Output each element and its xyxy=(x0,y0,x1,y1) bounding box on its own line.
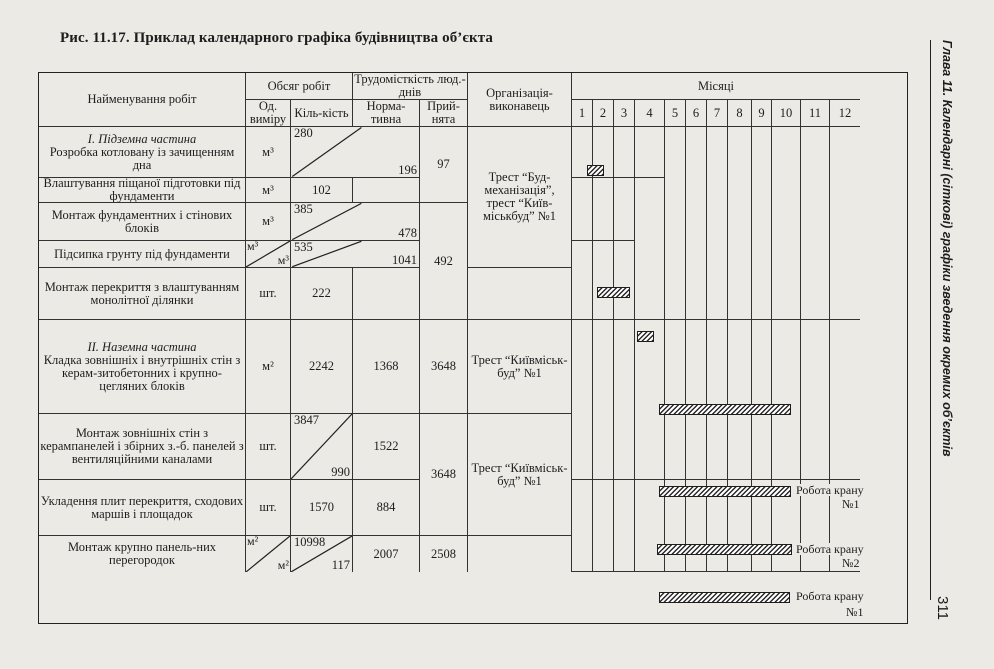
header-months: Місяці xyxy=(572,73,860,100)
unit-cell: м³ xyxy=(246,203,291,241)
qty-cell: 102 xyxy=(291,178,353,203)
unit-cell: м² xyxy=(246,320,291,414)
contractor-2: Трест “Київміськ-буд” №1 xyxy=(468,320,572,414)
header-work-name: Найменування робіт xyxy=(39,73,246,127)
month-cell xyxy=(772,127,801,320)
header-volume: Обсяг робіт xyxy=(246,73,353,100)
month-10: 10 xyxy=(772,100,801,127)
crane-label-1b: №1 xyxy=(842,497,860,511)
contractor-empty xyxy=(468,536,572,572)
qty-bottom: 478 xyxy=(398,226,417,240)
month-cell xyxy=(572,320,593,480)
qty-diagonal-cell xyxy=(291,536,353,572)
work-row-9: Монтаж крупно панель-них перегородок xyxy=(39,536,246,572)
qty-top: 535 xyxy=(294,241,313,254)
figure-caption: Рис. 11.17. Приклад календарного графіка будівництва об’єкта xyxy=(60,30,493,46)
month-cell xyxy=(801,320,830,480)
norm-cell: 1522 xyxy=(353,414,420,480)
qty-diagonal-cell xyxy=(291,203,420,241)
header-unit: Од. виміру xyxy=(246,100,291,127)
qty-diagonal-cell xyxy=(291,414,353,480)
month-cell xyxy=(635,127,665,178)
work-name: Кладка зовнішніх і внутрішніх стін з керам-зитобетонних і крупно-цегляних блоків xyxy=(43,352,241,393)
page-number: 311 xyxy=(934,596,951,620)
month-cell xyxy=(665,127,686,320)
qty-top: 280 xyxy=(294,127,313,140)
crane-label-1a: Робота крану xyxy=(796,483,864,497)
qty-diagonal-cell xyxy=(291,127,420,178)
gantt-bar-masonry xyxy=(659,404,791,415)
month-cell xyxy=(830,320,860,480)
month-cell xyxy=(772,320,801,480)
unit-bottom: м³ xyxy=(277,253,289,267)
qty-cell: 222 xyxy=(291,268,353,320)
month-cell xyxy=(593,320,614,480)
gantt-bar-partitions xyxy=(659,592,790,603)
contractor-empty xyxy=(468,268,572,320)
norm-cell: 1368 xyxy=(353,320,420,414)
qty-top: 3847 xyxy=(294,414,319,427)
unit-diagonal-cell xyxy=(246,536,291,572)
month-9: 9 xyxy=(752,100,772,127)
accepted-492: 492 xyxy=(420,203,468,320)
month-12: 12 xyxy=(830,100,860,127)
month-cell xyxy=(686,320,707,480)
section-above-ground: II. Наземна частина xyxy=(87,339,197,354)
header-labor: Трудомісткість люд.- днів xyxy=(353,73,468,100)
unit-bottom: м² xyxy=(277,558,289,572)
work-row-1 xyxy=(39,127,246,178)
month-cell xyxy=(614,480,635,572)
accepted-3648-b: 3648 xyxy=(420,414,468,536)
qty-bottom: 1041 xyxy=(392,253,417,267)
header-qty: Кіль-кість xyxy=(291,100,353,127)
unit-value: м³ xyxy=(262,144,274,159)
month-8: 8 xyxy=(728,100,752,127)
month-cell xyxy=(707,320,728,480)
qty-cell: 2242 xyxy=(291,320,353,414)
month-1: 1 xyxy=(572,100,593,127)
month-cell xyxy=(686,127,707,320)
month-cell xyxy=(593,480,614,572)
norm-cell: 884 xyxy=(353,480,420,536)
crane-label-2b: №2 xyxy=(842,556,860,570)
accepted-cell: 3648 xyxy=(420,320,468,414)
month-cell xyxy=(728,320,752,480)
contractor-3: Трест “Київміськ-буд” №1 xyxy=(468,414,572,536)
month-3: 3 xyxy=(614,100,635,127)
month-11: 11 xyxy=(801,100,830,127)
work-row-7: Монтаж зовнішніх стін з керампанелей і збірних з.-б. панелей з вентиляційними каналами xyxy=(39,414,246,480)
month-cell xyxy=(593,178,614,241)
month-cell xyxy=(593,241,614,320)
month-5: 5 xyxy=(665,100,686,127)
month-cell xyxy=(707,127,728,320)
norm-cell xyxy=(353,178,420,203)
month-cell xyxy=(572,241,593,320)
work-row-5: Монтаж перекриття з влаштуванням монолітної ділянки xyxy=(39,268,246,320)
work-row-4: Підсипка грунту під фундаменти xyxy=(39,241,246,268)
chapter-header: Глава 11. Календарні (сіткові) графіки зведення окремих об’єктів xyxy=(930,40,954,600)
schedule-table xyxy=(38,72,908,624)
month-cell xyxy=(614,320,635,480)
header-contractor: Організація-виконавець xyxy=(468,73,572,127)
unit-top: м³ xyxy=(247,241,259,253)
contractor-1: Трест “Буд-механізація”, трест “Київ-міськбуд” №1 xyxy=(468,127,572,268)
qty-top: 10998 xyxy=(294,536,326,549)
month-cell xyxy=(830,127,860,320)
month-cell xyxy=(614,178,635,241)
month-cell xyxy=(572,178,593,241)
work-row-3: Монтаж фундаментних і стінових блоків xyxy=(39,203,246,241)
accepted-cell: 2508 xyxy=(420,536,468,572)
qty-bottom: 990 xyxy=(331,465,350,479)
month-cell xyxy=(635,178,665,320)
norm-cell: 2007 xyxy=(353,536,420,572)
month-cell xyxy=(614,241,635,320)
month-2: 2 xyxy=(593,100,614,127)
month-4: 4 xyxy=(635,100,665,127)
qty-top: 385 xyxy=(294,203,313,216)
month-cell xyxy=(752,320,772,480)
unit-cell xyxy=(246,127,291,178)
work-row-2: Влаштування піщаної підготовки під фундаменти xyxy=(39,178,246,203)
month-cell xyxy=(572,480,593,572)
crane-label-2a: Робота крану xyxy=(796,542,864,556)
work-name: Розробка котловану із зачищенням дна xyxy=(49,144,235,172)
month-cell xyxy=(752,127,772,320)
month-cell xyxy=(665,320,686,480)
qty-diagonal-cell xyxy=(291,241,420,268)
month-cell xyxy=(635,320,665,480)
month-cell xyxy=(728,127,752,320)
unit-diagonal-cell xyxy=(246,241,291,268)
qty-bottom: 117 xyxy=(331,558,350,572)
crane-label-3a: Робота крану xyxy=(796,589,864,603)
crane-label-3b: №1 xyxy=(846,605,864,619)
work-row-6 xyxy=(39,320,246,414)
unit-cell: шт. xyxy=(246,414,291,480)
gantt-bar-wall-panels xyxy=(659,486,791,497)
header-labor-accepted: Прий-нята xyxy=(420,100,468,127)
unit-cell: шт. xyxy=(246,268,291,320)
work-row-8: Укладення плит перекриття, сходових маршів і площадок xyxy=(39,480,246,536)
month-cell xyxy=(801,127,830,320)
section-underground: I. Підземна частина xyxy=(87,131,197,146)
accepted-97: 97 xyxy=(420,127,468,203)
gantt-bar-backfill xyxy=(597,287,630,298)
header-labor-norm: Норма-тивна xyxy=(353,100,420,127)
unit-top: м² xyxy=(247,536,259,548)
unit-cell: м³ xyxy=(246,178,291,203)
unit-cell: шт. xyxy=(246,480,291,536)
qty-bottom: 196 xyxy=(398,163,417,177)
qty-cell: 1570 xyxy=(291,480,353,536)
gantt-bar-floor-slabs xyxy=(657,544,792,555)
gantt-bar-excavation xyxy=(587,165,604,176)
norm-cell xyxy=(353,268,420,320)
month-6: 6 xyxy=(686,100,707,127)
gantt-bar-slab xyxy=(637,331,654,342)
month-cell xyxy=(614,127,635,178)
month-7: 7 xyxy=(707,100,728,127)
